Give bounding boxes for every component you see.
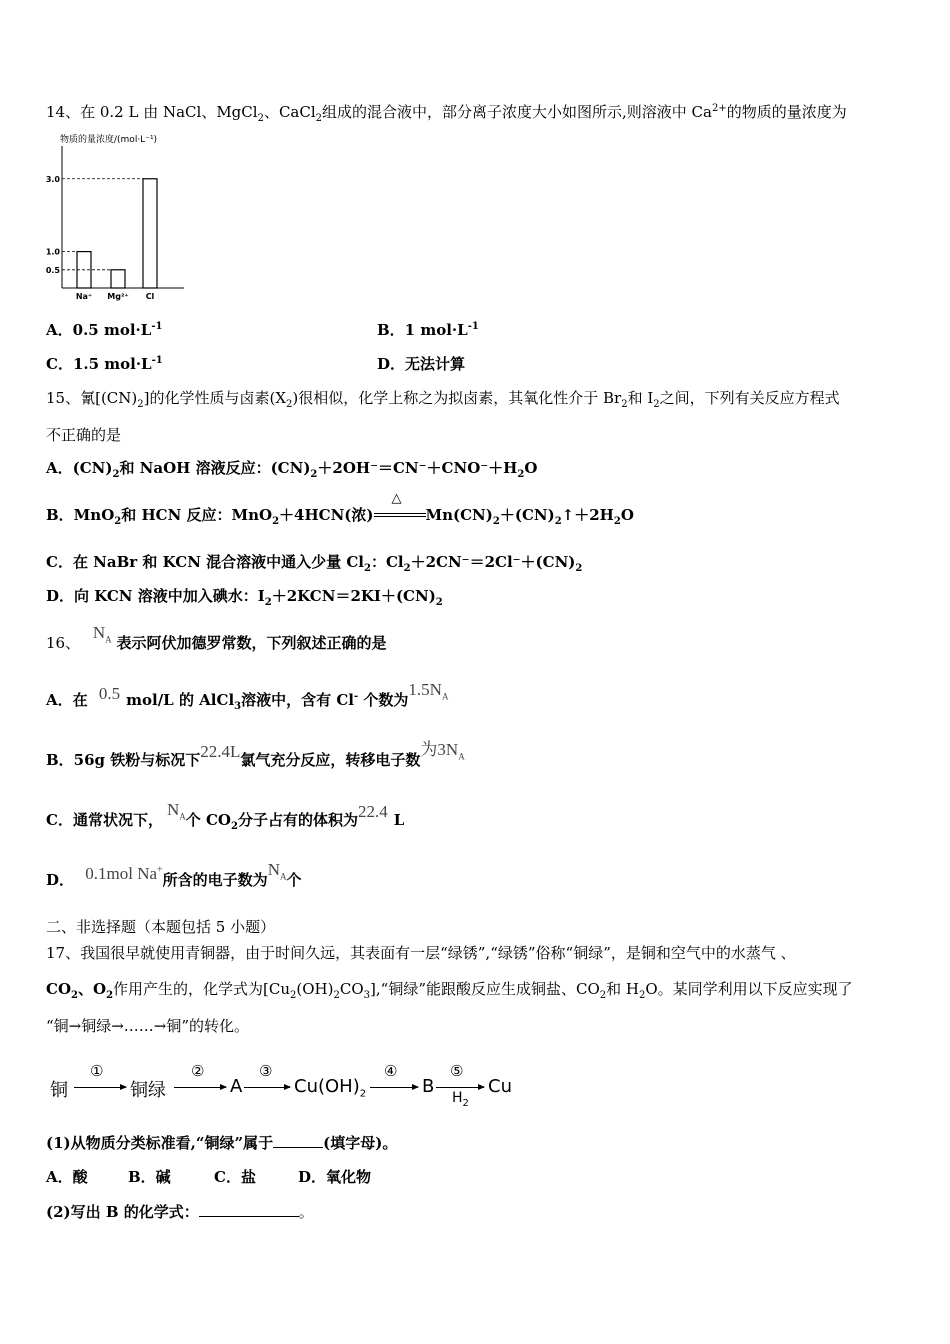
bar-1 [111,270,125,288]
flow-arrow-3 [244,1087,290,1088]
heat-triangle-icon: △ [391,491,402,506]
q15-option-c[interactable]: C．在 NaBr 和 KCN 混合溶液中通入少量 $Cl_2$：$Cl_2+2CN^-=2Cl^-+(CN)_2$ [46,553,583,574]
y-tick-label-2: 0.5 [45,265,60,275]
copper-conversion-flow [50,1060,520,1116]
q14-options-row2 [46,354,910,374]
q15-option-a[interactable]: A．$(CN)_2$和 NaOH 溶液反应：$(CN)_2+2OH^-=CN^-+CNO^-+H_2O$ [46,459,538,480]
flow-copper: 铜 [50,1080,68,1101]
section-heading: 二、非选择题（本题包括 5 小题） [46,918,276,936]
flow-step-5: ⑤ [450,1062,464,1080]
q16-option-d[interactable]: D． 0.1mol Na+所含的电子数为$N_A$个 [46,860,302,889]
q15-stem-line2: 不正确的是 [46,426,122,444]
q17-stem-line1: 17、我国很早就使用青铜器，由于时间久远，其表面有一层“绿锈”,“绿锈”俗称“铜绿”，是铜和空气中的水蒸气 、 [46,944,796,962]
q17-part1-options [46,1167,910,1187]
q14-option-d[interactable]: D．无法计算 [377,355,466,373]
flow-cu: Cu [488,1076,512,1097]
y-tick-label-0: 3.0 [45,174,60,184]
flow-step-3: ③ [259,1062,273,1080]
q15-stem: 15、氰$[(CN)_2]$的化学性质与卤素$(X_2)$很相似，化学上称之为拟卤素，其氧化性介于 $Br_2$和 $I_2$之间，下列有关反应方程式 [46,389,840,410]
flow-h2-reagent: $H_2$ [452,1090,469,1109]
flow-step-2: ② [191,1062,205,1080]
flow-b: B [422,1076,435,1097]
q16-option-b[interactable]: B．56g 铁粉与标况下22.4L氯气充分反应，转移电子数为$3N_A$ [46,740,465,769]
q17-part2: (2)写出 B 的化学式： 。 [46,1203,314,1221]
q16-option-a[interactable]: A．在 0.5 mol/L 的 AlCl$_3$溶液中，含有 Cl- 个数为$1.5N_A$ [46,680,449,712]
flow-arrow-4 [370,1087,418,1088]
flow-step-1: ① [90,1062,104,1080]
q17-part2-answer-blank[interactable] [199,1202,299,1217]
heating-condition-sign [374,491,426,525]
q15-option-b[interactable]: B．MnO$_2$和 HCN 反应：MnO$_2$＋4HCN(浓) △ $Mn(CN)_2+(CN)_2↑+2H_2O$ [46,491,634,527]
flow-step-4: ④ [384,1062,398,1080]
q17-part1-answer-blank[interactable] [273,1133,323,1148]
q17-part1: (1)从物质分类标准看,“铜绿”属于 (填字母)。 [46,1134,398,1152]
q17-option-c[interactable]: C．盐 [214,1168,256,1186]
flow-arrow-2 [174,1087,226,1088]
chart-title: 物质的量浓度/(mol·L⁻¹) [60,135,158,145]
q15-option-d[interactable]: D．向 KCN 溶液中加入碘水：$I_2+2KCN=2KI+(CN)_2$ [46,587,443,608]
x-tick-label-0: Na⁺ [75,292,93,301]
q14-option-a[interactable]: A．0.5 $mol\cdot L^{-1}$ [46,321,163,339]
q14-stem: 14、在 0.2 L 由 NaCl、MgCl$_2$、CaCl$_2$组成的混合液中，部分离子浓度大小如图所示,则溶液中 $Ca^{2+}$的物质的量浓度为 [46,103,847,124]
flow-verdigris: 铜绿 [130,1080,166,1101]
q17-option-d[interactable]: D．氧化物 [298,1168,372,1186]
q17-option-a[interactable]: A．酸 [46,1168,88,1186]
ion-concentration-chart [44,128,194,308]
q17-stem-line2: $CO_2$、$O_2$作用产生的，化学式为$[Cu_2(OH)_2CO_3],“$铜绿”能跟酸反应生成铜盐、$CO_2$和 $H_2O$。某同学利用以下反应实现了 [46,980,853,1001]
bar-2 [143,179,157,288]
q16-option-c[interactable]: C．通常状况下，$N_A$个 $CO_2$分子占有的体积为22.4 L [46,800,405,832]
y-tick-label-1: 1.0 [45,247,60,257]
x-tick-label-1: Mg²⁺ [107,292,129,301]
flow-arrow-5 [436,1087,484,1088]
flow-cuoh2: $Cu(OH)_2$ [294,1076,367,1100]
x-tick-label-2: Cl [145,292,155,301]
q14-options-row1 [46,320,910,340]
flow-a: A [230,1076,243,1097]
q14-option-c[interactable]: C．1.5 $mol\cdot L^{-1}$ [46,355,163,373]
flow-arrow-1 [74,1087,126,1088]
q17-option-b[interactable]: B．碱 [128,1168,171,1186]
q14-option-b[interactable]: B．1 $mol\cdot L^{-1}$ [377,321,479,339]
q16-stem: 16、 $N_A$ 表示阿伏加德罗常数，下列叙述正确的是 [46,623,387,652]
q17-stem-line3: “铜→铜绿→……→铜”的转化。 [46,1017,250,1035]
